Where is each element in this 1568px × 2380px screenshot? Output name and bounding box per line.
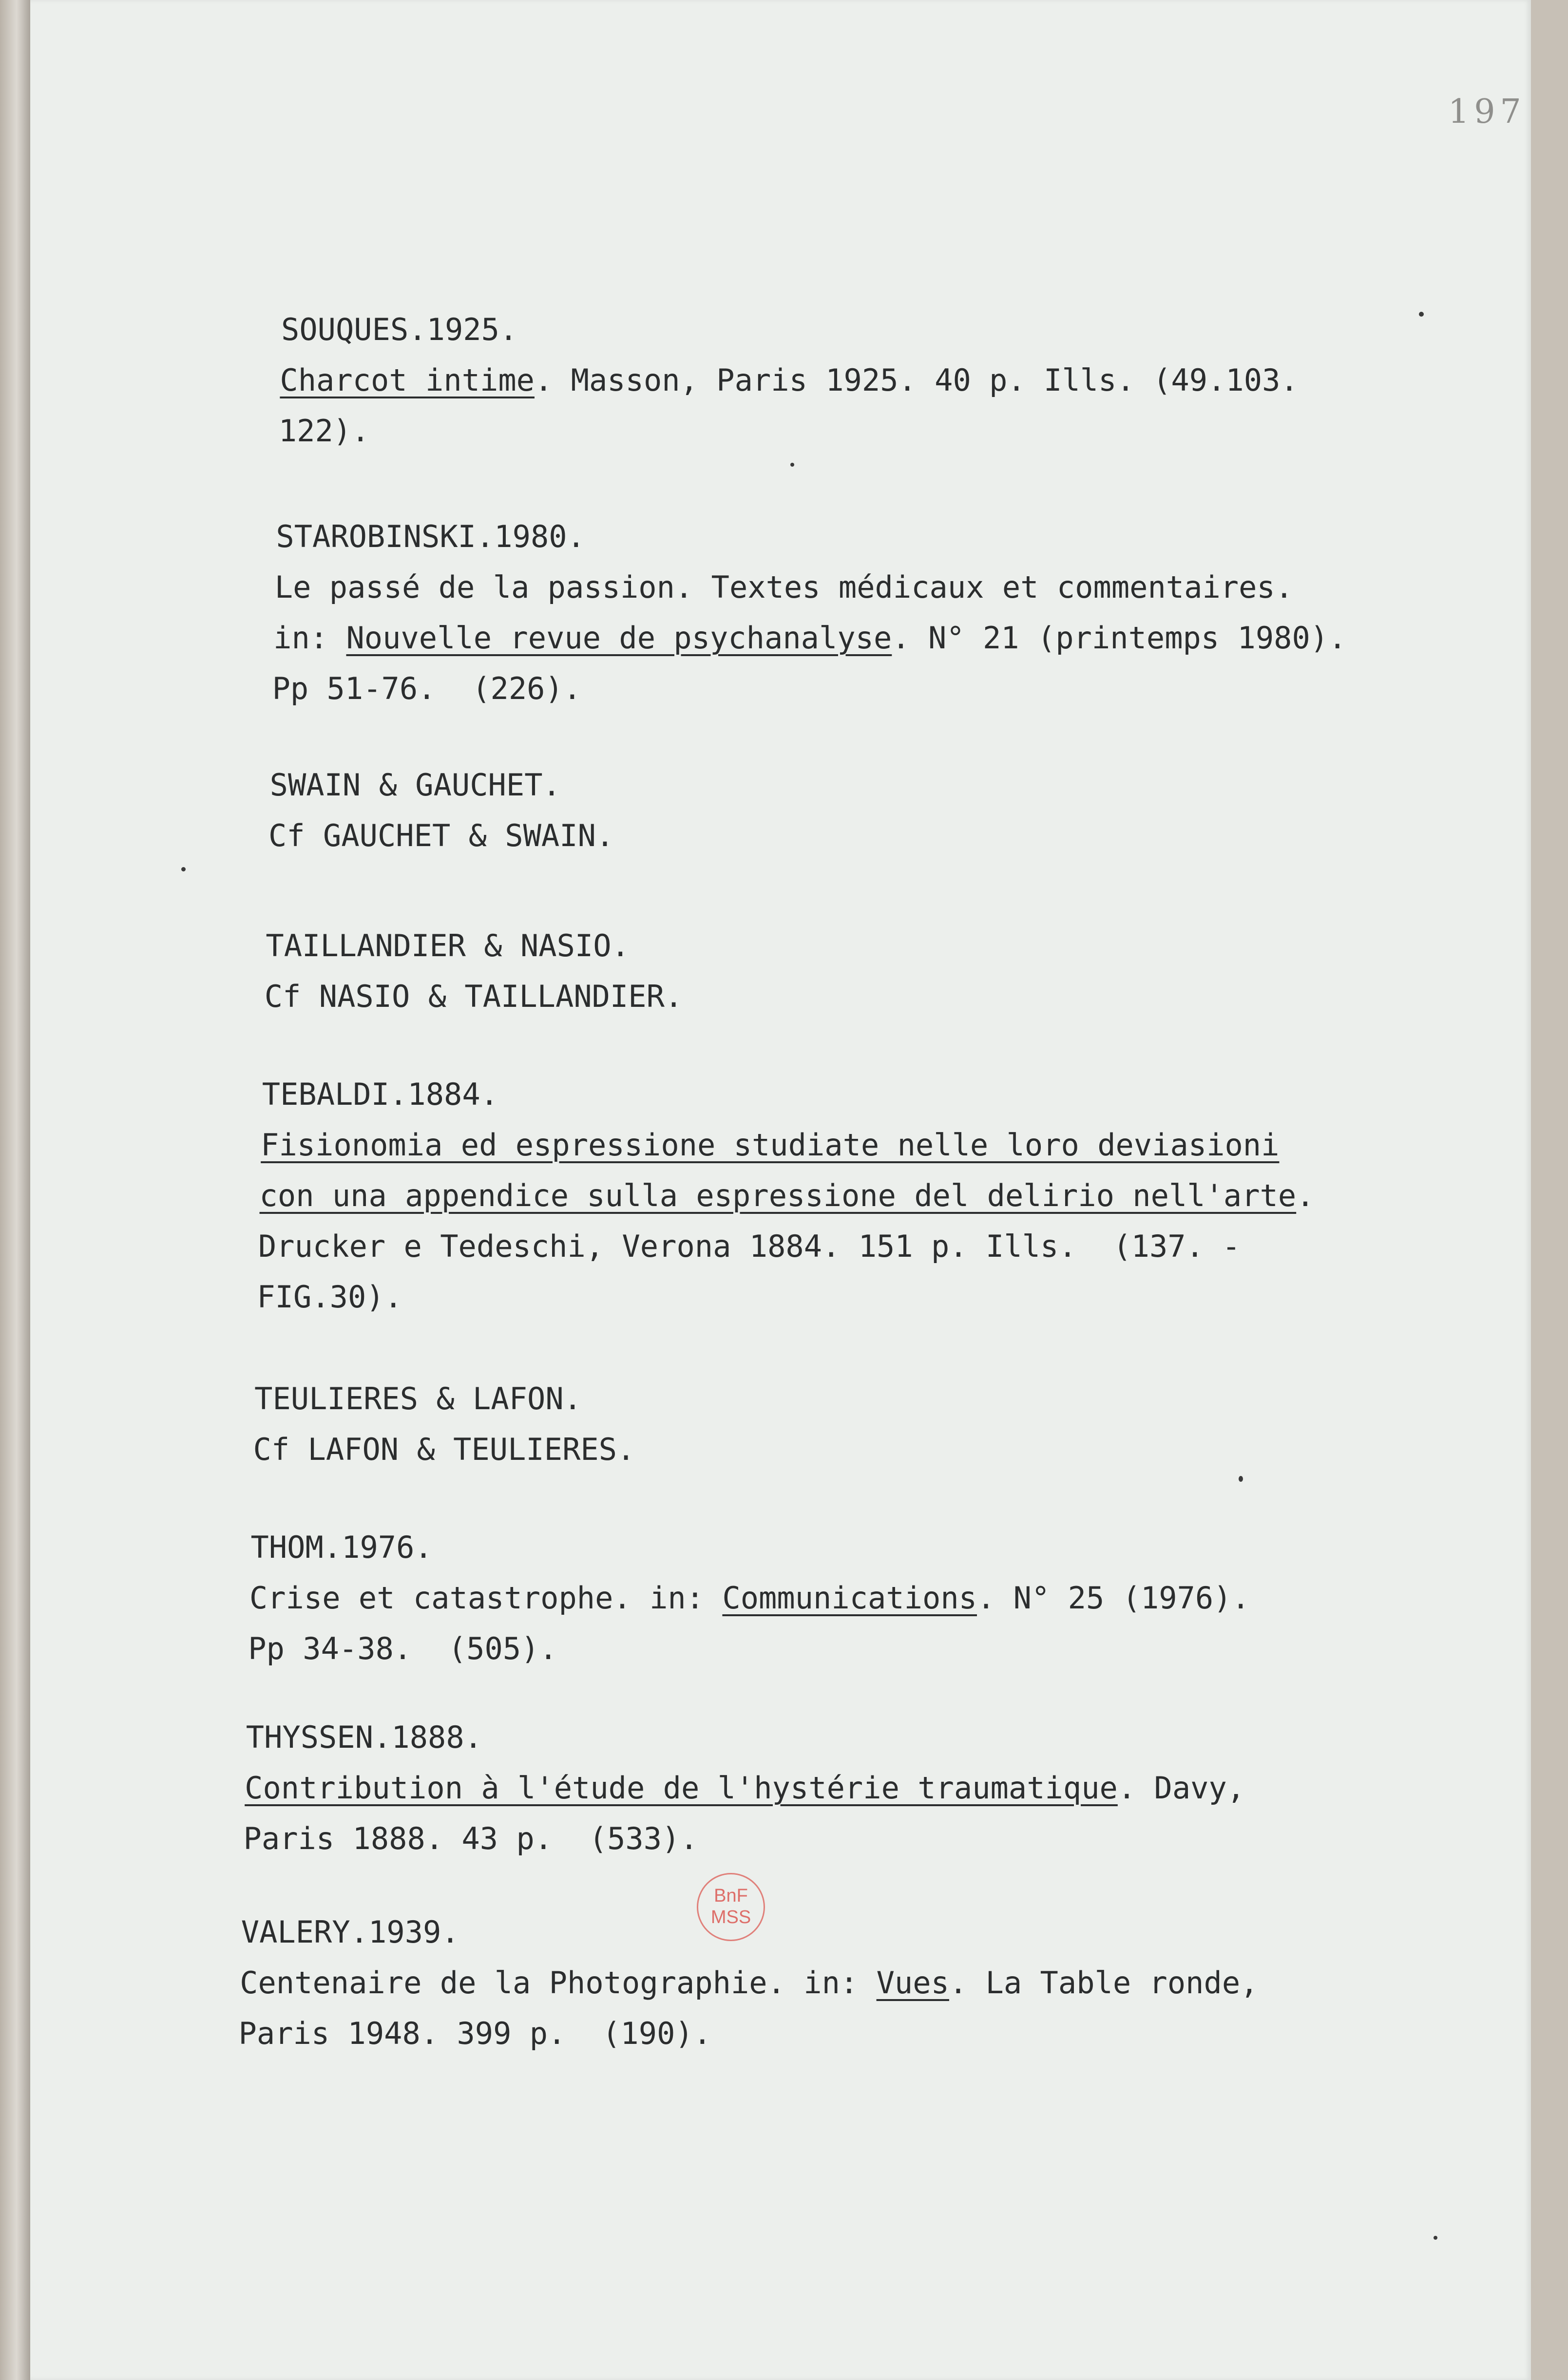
scan-speck: [181, 867, 186, 871]
entry-line: [257, 1279, 402, 1315]
entry-heading: TEULIERES & LAFON.: [254, 1381, 582, 1417]
entry-heading: TAILLANDIER & NASIO.: [266, 928, 630, 963]
entry-line: [239, 2016, 712, 2051]
entry-line: [248, 1631, 557, 1666]
text-segment: Centenaire de la Photographie. in:: [240, 1965, 877, 2001]
text-segment: . La Table ronde,: [949, 1965, 1259, 2001]
text-segment: in:: [273, 620, 346, 656]
scan-speck: [1434, 2236, 1437, 2240]
text-segment: Pp 34-38. (505).: [248, 1631, 557, 1666]
text-segment: . Masson, Paris 1925. 40 p. Ills. (49.103.: [534, 362, 1299, 398]
text-segment: 122).: [278, 413, 370, 449]
document-page: [30, 0, 1531, 2380]
text-segment: Drucker e Tedeschi, Verona 1884. 151 p. Ills. (137. -: [258, 1228, 1241, 1264]
previous-page-edge: [0, 0, 30, 2380]
text-segment: Le passé de la passion. Textes médicaux et commentaires.: [274, 569, 1294, 605]
entry-line: [240, 1965, 1258, 2001]
entry-heading: SWAIN & GAUCHET.: [269, 767, 561, 803]
page-number: 197: [1448, 93, 1526, 131]
scan-speck: [790, 463, 794, 467]
entry-line: [249, 1580, 1250, 1616]
entry-heading: VALERY.1939.: [241, 1914, 459, 1950]
stamp-line-1: BnF: [714, 1886, 748, 1906]
scan-speck: [1419, 312, 1424, 317]
entry-line: [279, 413, 370, 449]
text-segment: Paris 1888. 43 p. (533).: [243, 1821, 698, 1856]
text-segment: FIG.30).: [257, 1279, 402, 1315]
text-segment: Pp 51-76. (226).: [272, 671, 582, 706]
entry-line: [268, 818, 614, 853]
underlined-title-segment: Fisionomia ed espressione studiate nelle loro deviasioni: [261, 1127, 1280, 1163]
entry-heading: STAROBINSKI.1980.: [276, 519, 585, 554]
underlined-title-segment: Communications: [722, 1580, 977, 1616]
scan-speck: [1239, 1476, 1243, 1482]
text-segment: Cf LAFON & TEULIERES.: [253, 1432, 635, 1467]
text-segment: Crise et catastrophe. in:: [249, 1580, 723, 1616]
text-segment: Paris 1948. 399 p. (190).: [238, 2016, 712, 2051]
entry-heading: TEBALDI.1884.: [262, 1077, 499, 1112]
text-segment: . N° 25 (1976).: [977, 1580, 1250, 1616]
underlined-title-segment: Contribution à l'étude de l'hystérie traumatique: [245, 1770, 1118, 1806]
entry-line: [261, 1127, 1279, 1163]
stamp-line-2: MSS: [710, 1907, 751, 1927]
entry-line: [275, 569, 1293, 605]
entry-line: [258, 1228, 1241, 1264]
entry-heading: THOM.1976.: [250, 1530, 433, 1565]
text-segment: Cf GAUCHET & SWAIN.: [268, 818, 614, 853]
entry-line: [245, 1770, 1245, 1806]
text-segment: Cf NASIO & TAILLANDIER.: [264, 979, 683, 1014]
text-segment: . Davy,: [1117, 1770, 1245, 1806]
entry-line: [265, 979, 683, 1014]
entry-line: [260, 1178, 1315, 1213]
underlined-title-segment: Vues: [876, 1965, 949, 2001]
underlined-title-segment: con una appendice sulla espressione del delirio nell'arte: [259, 1178, 1297, 1213]
underlined-title-segment: Nouvelle revue de psychanalyse: [346, 620, 892, 656]
underlined-title-segment: Charcot intime: [280, 362, 535, 398]
entry-line: [253, 1432, 635, 1467]
entry-heading: SOUQUES.1925.: [281, 312, 518, 347]
entry-line: [273, 620, 1346, 656]
entry-line: [272, 671, 582, 706]
entry-line: [280, 362, 1298, 398]
entry-heading: THYSSEN.1888.: [246, 1719, 483, 1755]
text-segment: . N° 21 (printemps 1980).: [892, 620, 1347, 656]
text-segment: .: [1296, 1178, 1315, 1213]
library-stamp: [697, 1873, 765, 1941]
entry-line: [244, 1821, 698, 1856]
